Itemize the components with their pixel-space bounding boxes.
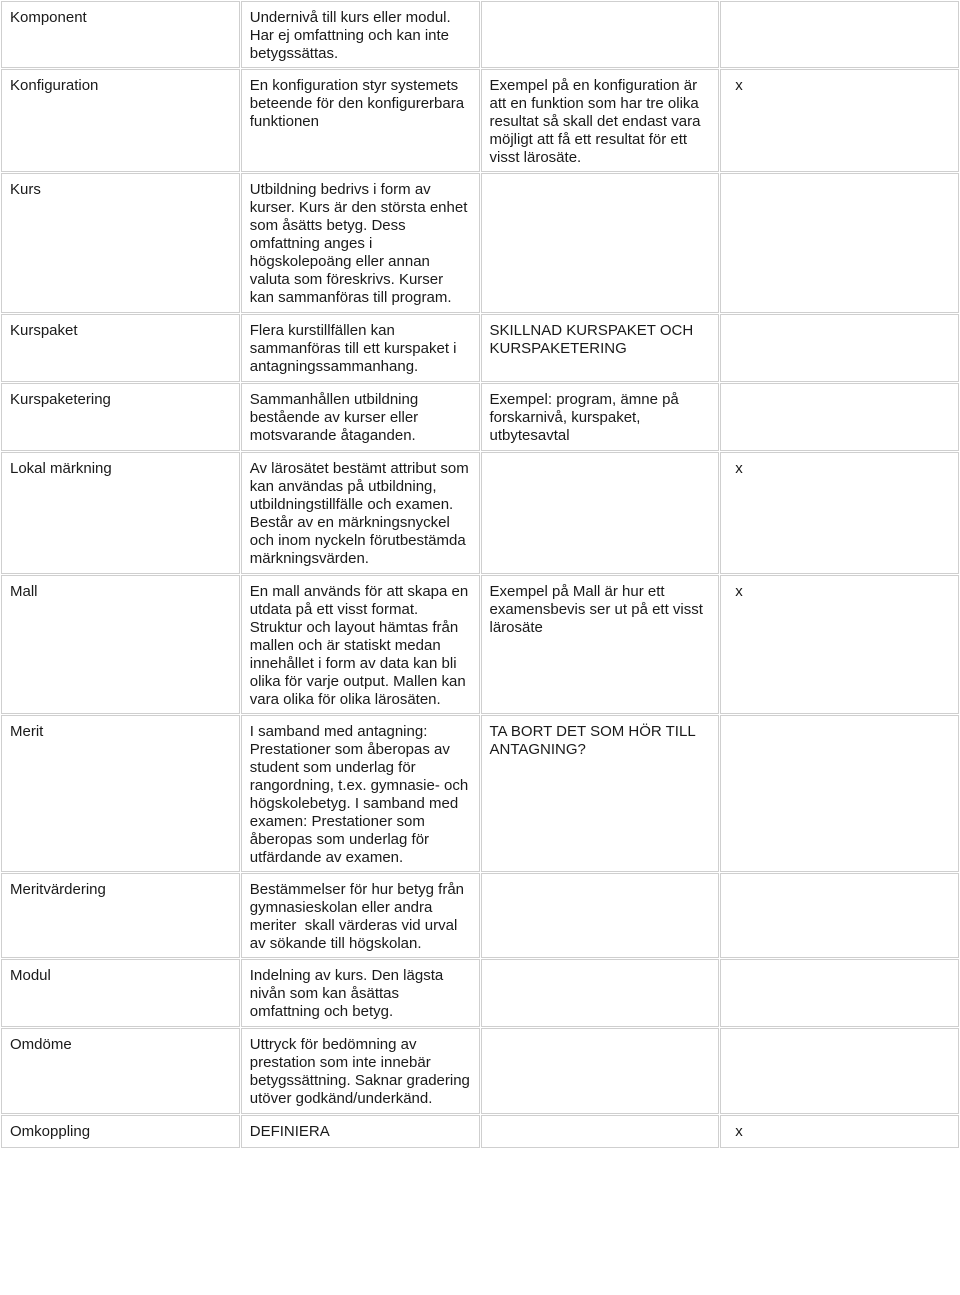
mark-cell	[720, 715, 959, 872]
mark-cell	[720, 1028, 959, 1114]
definition-cell: Sammanhållen utbildning bestående av kurser eller motsvarande åtaganden.	[241, 383, 480, 451]
example-cell	[481, 173, 720, 313]
term-cell: Kurspaketering	[1, 383, 240, 451]
definition-cell: Av lärosätet bestämt attribut som kan användas på utbildning, utbildningstillfälle och examen. Består av en märkningsnyckel och inom nyckeln förutbestämda märkningsvärden.	[241, 452, 480, 574]
table-row	[1, 69, 959, 172]
table-row	[1, 452, 959, 574]
table-row	[1, 173, 959, 313]
definition-cell: Flera kurstillfällen kan sammanföras till ett kurspaket i antagningssammanhang.	[241, 314, 480, 382]
definition-cell: DEFINIERA	[241, 1115, 480, 1148]
term-cell: Konfiguration	[1, 69, 240, 172]
term-cell: Kurspaket	[1, 314, 240, 382]
table-row	[1, 1, 959, 68]
table-row	[1, 959, 959, 1027]
term-cell: Omdöme	[1, 1028, 240, 1114]
example-cell	[481, 873, 720, 958]
term-cell: Modul	[1, 959, 240, 1027]
mark-cell	[720, 873, 959, 958]
table-row	[1, 873, 959, 958]
definition-cell: Uttryck för bedömning av prestation som inte innebär betygssättning. Saknar gradering utöver godkänd/underkänd.	[241, 1028, 480, 1114]
table-row	[1, 715, 959, 872]
mark-cell: x	[720, 452, 959, 574]
definition-cell: I samband med antagning: Prestationer som åberopas av student som underlag för rangordning, t.ex. gymnasie- och högskolebetyg. I samband med examen: Prestationer som åberopas som underlag för utfärdande av examen.	[241, 715, 480, 872]
table-row	[1, 575, 959, 714]
definition-cell: Indelning av kurs. Den lägsta nivån som kan åsättas omfattning och betyg.	[241, 959, 480, 1027]
example-cell	[481, 1, 720, 68]
mark-cell	[720, 959, 959, 1027]
term-cell: Mall	[1, 575, 240, 714]
example-cell: SKILLNAD KURSPAKET OCH KURSPAKETERING	[481, 314, 720, 382]
definition-cell: Bestämmelser för hur betyg från gymnasieskolan eller andra meriter skall värderas vid urval av sökande till högskolan.	[241, 873, 480, 958]
term-cell: Omkoppling	[1, 1115, 240, 1148]
example-cell: Exempel på en konfiguration är att en funktion som har tre olika resultat så skall det endast vara möjligt att få ett resultat för ett visst lärosäte.	[481, 69, 720, 172]
table-row	[1, 383, 959, 451]
example-cell	[481, 959, 720, 1027]
definition-cell: En konfiguration styr systemets beteende för den konfigurerbara funktionen	[241, 69, 480, 172]
example-cell: Exempel: program, ämne på forskarnivå, kurspaket, utbytesavtal	[481, 383, 720, 451]
mark-cell	[720, 314, 959, 382]
table-row	[1, 1028, 959, 1114]
example-cell: TA BORT DET SOM HÖR TILL ANTAGNING?	[481, 715, 720, 872]
table-row	[1, 314, 959, 382]
example-cell	[481, 1028, 720, 1114]
term-cell: Komponent	[1, 1, 240, 68]
mark-cell: x	[720, 1115, 959, 1148]
example-cell	[481, 1115, 720, 1148]
term-cell: Lokal märkning	[1, 452, 240, 574]
term-cell: Merit	[1, 715, 240, 872]
definition-cell: En mall används för att skapa en utdata på ett visst format. Struktur och layout hämtas från mallen och är statiskt medan innehållet i form av data kan bli olika för varje output. Mallen kan vara olika för olika lärosäten.	[241, 575, 480, 714]
definition-cell: Undernivå till kurs eller modul. Har ej omfattning och kan inte betygssättas.	[241, 1, 480, 68]
example-cell: Exempel på Mall är hur ett examensbevis ser ut på ett visst lärosäte	[481, 575, 720, 714]
mark-cell: x	[720, 69, 959, 172]
mark-cell	[720, 1, 959, 68]
mark-cell: x	[720, 575, 959, 714]
mark-cell	[720, 383, 959, 451]
term-cell: Kurs	[1, 173, 240, 313]
definition-cell: Utbildning bedrivs i form av kurser. Kurs är den största enhet som åsätts betyg. Dess omfattning anges i högskolepoäng eller annan valuta som föreskrivs. Kurser kan sammanföras till program.	[241, 173, 480, 313]
term-cell: Meritvärdering	[1, 873, 240, 958]
example-cell	[481, 452, 720, 574]
mark-cell	[720, 173, 959, 313]
table-row	[1, 1115, 959, 1148]
